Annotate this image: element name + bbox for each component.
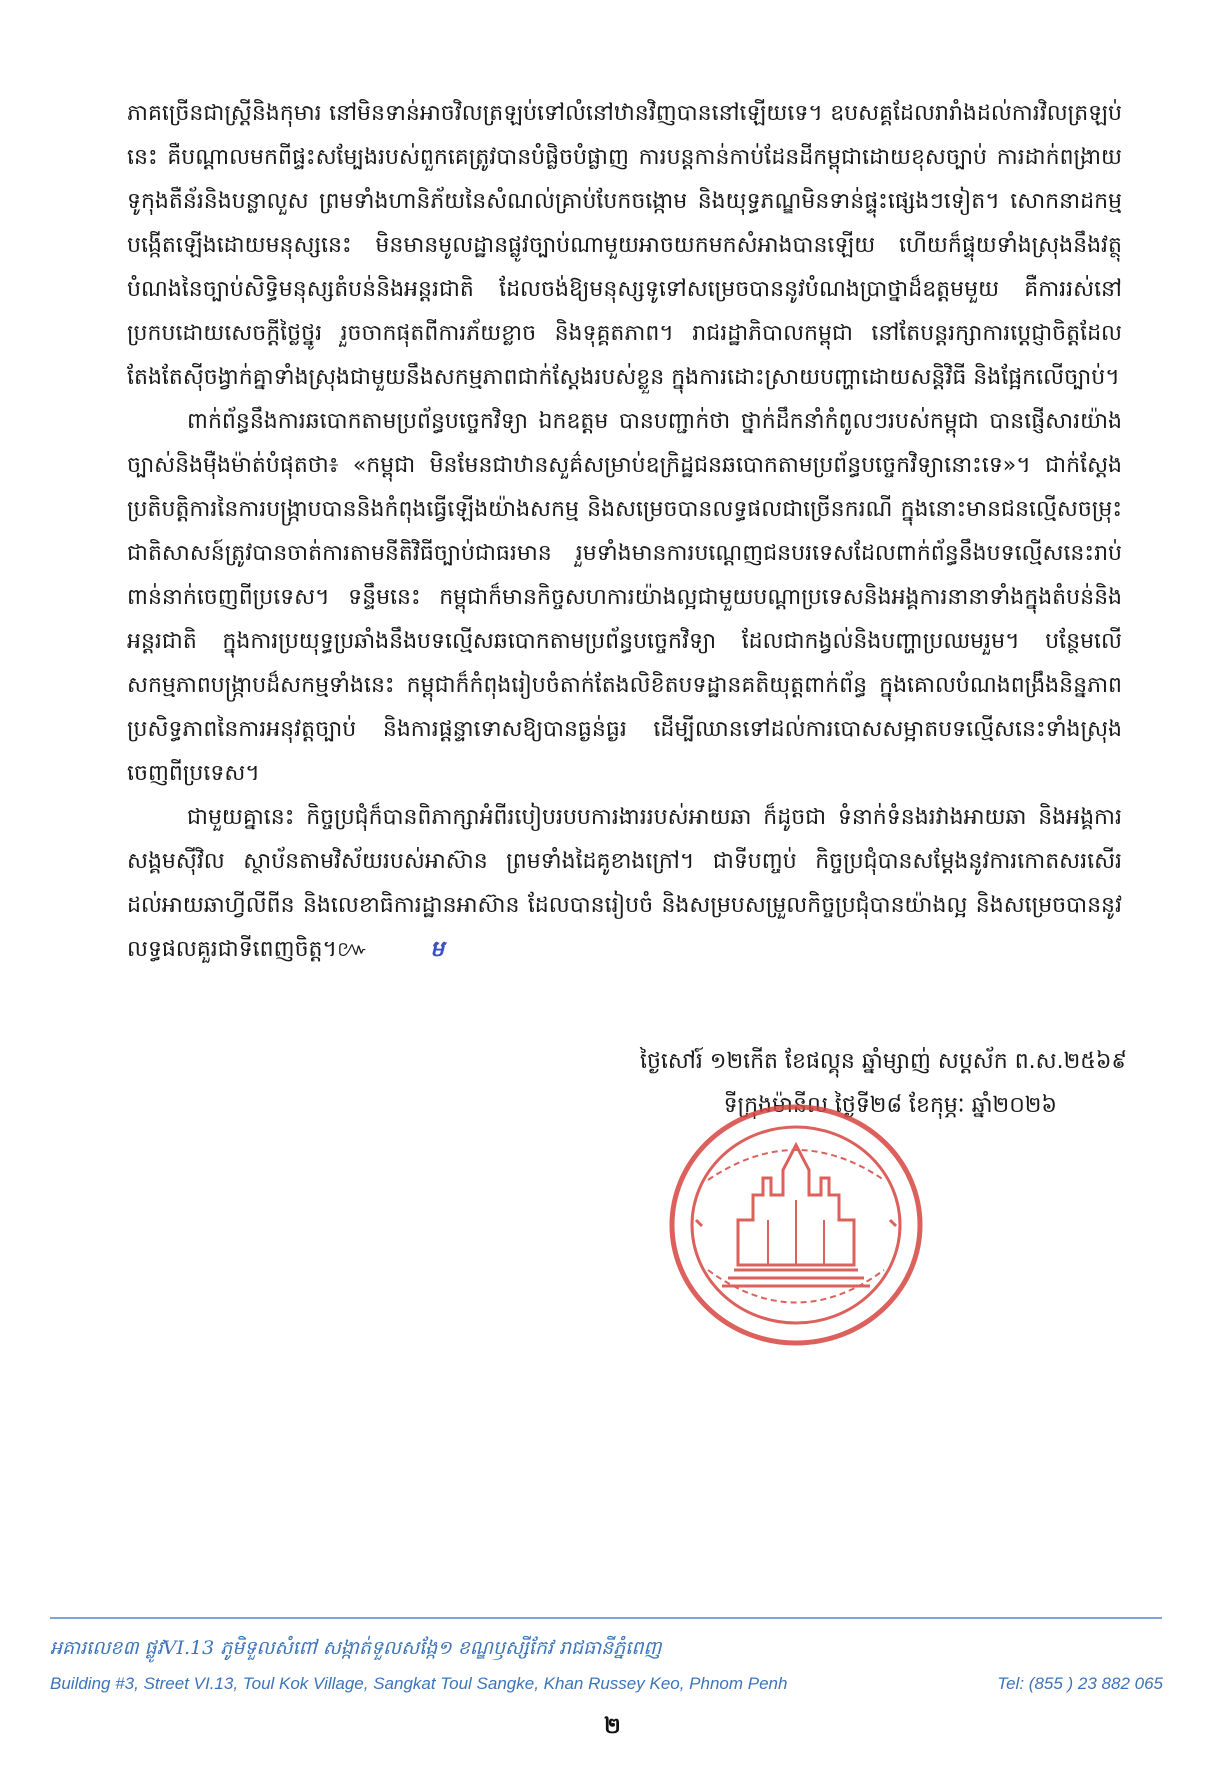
- date-lunar: ថ្ងៃសៅរ៍ ១២កើត ខែផល្គុន ឆ្នាំម្សាញ់ សប្តស័ក ព.ស.២៥៦៩: [639, 1049, 1127, 1074]
- footer-address-khmer: អគារលេខ៣ ផ្លូវVI.13 ភូមិទួលសំពៅ សង្កាត់ទួលសង្កែ១ ខណ្ឌឫស្សីកែវ រាជធានីភ្នំពេញ: [50, 1637, 662, 1659]
- paragraph-1-text: ភាគច្រើនជាស្ត្រីនិងកុមារ នៅមិនទាន់អាចវិលត្រឡប់ទៅលំនៅឋានវិញបាននៅឡើយទេ។ ឧបសគ្គដែលរារាំងដល់ការវិលត្រឡប់នេះ គឺបណ្ដាលមកពីផ្ទះសម្បែងរបស់ពួកគេត្រូវបានបំផ្លិចបំផ្លាញ ការបន្តកាន់កាប់ដែនដីកម្ពុជាដោយខុសច្បាប់ ការដាក់ពង្រាយទូកុងតឺន័រនិងបន្លាលួស ព្រមទាំងហានិភ័យនៃសំណល់គ្រាប់បែកចង្កោម និងយុទ្ធភណ្ឌមិនទាន់ផ្ទុះផ្សេងៗទៀត។ សោកនាដកម្ម បង្កើតឡើងដោយមនុស្សនេះ មិនមានមូលដ្ឋានផ្លូវច្បាប់ណាមួយអាចយកមកសំអាងបានឡើយ ហើយក៏ផ្ទុយទាំងស្រុងនឹងវត្ថុបំណងនៃច្បាប់សិទ្ធិមនុស្សតំបន់និងអន្តរជាតិ ដែលចង់ឱ្យមនុស្សទូទៅសម្រេចបាននូវបំណងប្រាថ្នាដ៏ឧត្តមមួយ គឺការរស់នៅប្រកបដោយសេចក្តីថ្លៃថ្នូរ រួចចាកផុតពីការភ័យខ្លាច និងទុគ្គតភាព។ រាជរដ្ឋាភិបាលកម្ពុជា នៅតែបន្តរក្សាការប្តេជ្ញាចិត្តដែលតែងតែស៊ីចង្វាក់គ្នាទាំងស្រុងជាមួយនឹងសកម្មភាពជាក់ស្តែងរបស់ខ្លួន ក្នុងការដោះស្រាយបញ្ហាដោយសន្តិវិធី និងផ្អែកលើច្បាប់។: [127, 101, 1122, 390]
- paragraph-2-text: ពាក់ព័ន្ធនឹងការឆបោកតាមប្រព័ន្ធបច្ចេកវិទ្យា ឯកឧត្តម បានបញ្ជាក់ថា ថ្នាក់ដឹកនាំកំពូលៗរបស់កម្ពុជា បានផ្ញើសារយ៉ាងច្បាស់និងម៉ឺងម៉ាត់បំផុតថា៖ «កម្ពុជា មិនមែនជាឋានសួគ៌សម្រាប់ឧក្រិដ្ឋជនឆបោកតាមប្រព័ន្ធបច្ចេកវិទ្យានោះទេ»។ ជាក់ស្តែង ប្រតិបត្តិការនៃការបង្ក្រាបបាននិងកំពុងធ្វើឡើងយ៉ាងសកម្ម និងសម្រេចបានលទ្ធផលជាច្រើនករណី ក្នុងនោះមានជនល្មើសចម្រុះជាតិសាសន៍ត្រូវបានចាត់ការតាមនីតិវិធីច្បាប់ជាធរមាន រួមទាំងមានការបណ្តេញជនបរទេសដែលពាក់ព័ន្ធនឹងបទល្មើសនេះរាប់ពាន់នាក់ចេញពីប្រទេស។ ទន្ទឹមនេះ កម្ពុជាក៏មានកិច្ចសហការយ៉ាងល្អជាមួយបណ្តាប្រទេសនិងអង្គការនានាទាំងក្នុងតំបន់និងអន្តរជាតិ ក្នុងការប្រយុទ្ធប្រឆាំងនឹងបទល្មើសឆបោកតាមប្រព័ន្ធបច្ចេកវិទ្យា ដែលជាកង្វល់និងបញ្ហាប្រឈមរួម។ បន្ថែមលើសកម្មភាពបង្ក្រាបដ៏សកម្មទាំងនេះ កម្ពុជាក៏កំពុងរៀបចំតាក់តែងលិខិតបទដ្ឋានគតិយុត្តពាក់ព័ន្ធ ក្នុងគោលបំណងពង្រឹងនិន្នភាព ប្រសិទ្ធភាពនៃការអនុវត្តច្បាប់ និងការផ្តន្ទាទោសឱ្យបានធ្ងន់ធ្ងរ ដើម្បីឈានទៅដល់ការបោសសម្អាតបទល្មើសនេះទាំងស្រុងចេញពីប្រទេស។: [127, 409, 1122, 786]
- paragraph-2: [127, 400, 1122, 796]
- footer-divider: [50, 1617, 1162, 1619]
- date-solar: ទីក្រុងម៉ានីល ថ្ងៃទី២៨ ខែកុម្ភៈ ឆ្នាំ២០២៦: [723, 1093, 1057, 1118]
- page-number: ២: [604, 1714, 621, 1739]
- paragraph-1: [127, 92, 1122, 400]
- footer-address-english: Building #3, Street VI.13, Toul Kok Village, Sangkat Toul Sangke, Khan Russey Keo, Phnom Penh: [50, 1674, 788, 1693]
- paragraph-3: [127, 796, 1122, 972]
- footer-telephone: Tel: (855 ) 23 882 065: [997, 1674, 1163, 1693]
- official-seal-icon: [668, 1100, 938, 1350]
- document-body: [127, 92, 1122, 972]
- handwritten-initial: ម: [430, 937, 445, 962]
- paragraph-3-text: ជាមួយគ្នានេះ កិច្ចប្រជុំក៏បានពិភាក្សាអំពីរបៀបរបបការងាររបស់អាយឆា ក៏ដូចជា ទំនាក់ទំនងរវាងអាយឆា និងអង្គការសង្គមស៊ីវិល ស្ថាប័នតាមវិស័យរបស់អាស៊ាន ព្រមទាំងដៃគូខាងក្រៅ។ ជាទីបញ្ចប់ កិច្ចប្រជុំបានសម្តែងនូវការកោតសរសើរដល់អាយឆាហ្វីលីពីន និងលេខាធិការដ្ឋានអាស៊ាន ដែលបានរៀបចំ និងសម្របសម្រួលកិច្ចប្រជុំបានយ៉ាងល្អ និងសម្រេចបាននូវលទ្ធផលគួរជាទីពេញចិត្ត។៚: [127, 805, 1122, 962]
